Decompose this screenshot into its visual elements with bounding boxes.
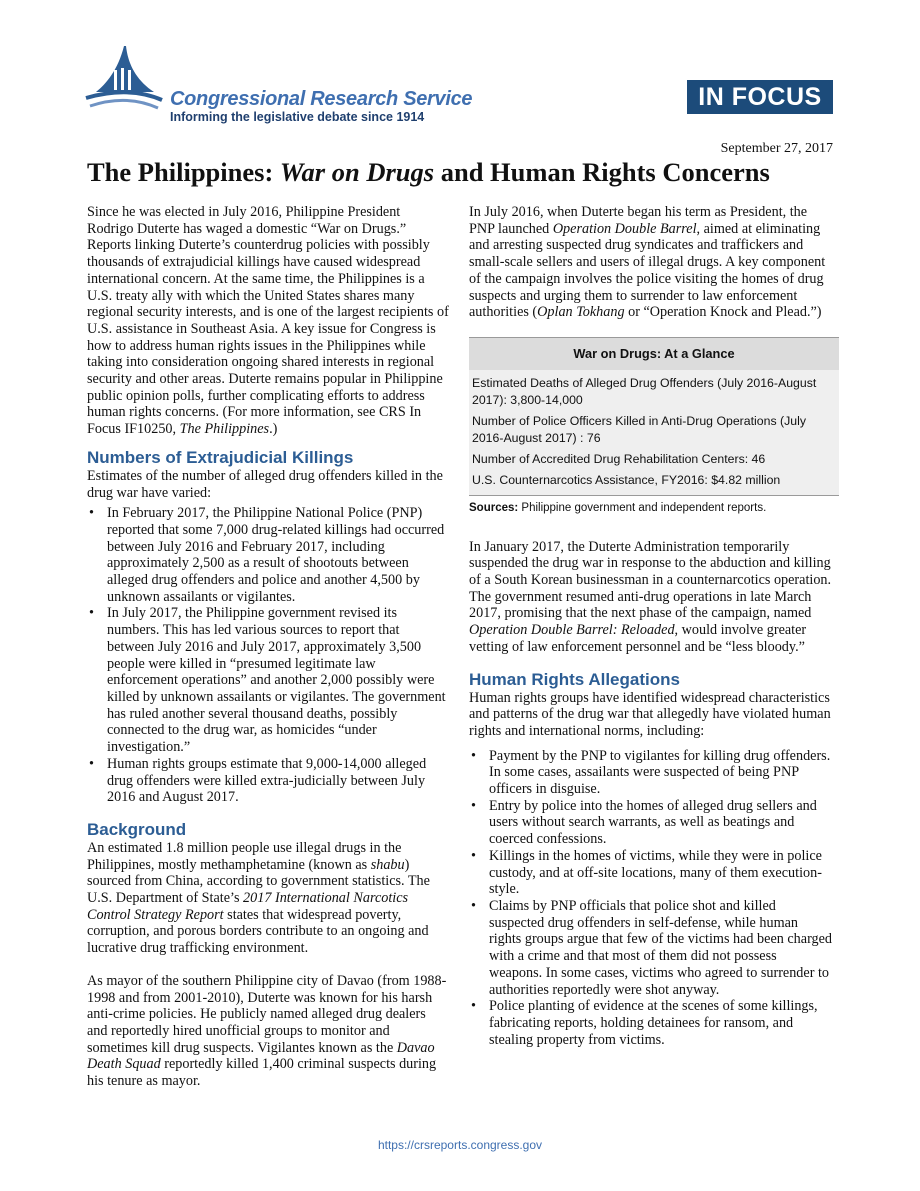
body-text: , would involve greater vetting of law enforcement personnel and be “less bloody.” [469, 622, 807, 655]
glance-row: Number of Police Officers Killed in Anti-Drug Operations (July 2016-August 2017) : 76 [472, 413, 806, 445]
background-text: states that widespread poverty, corruption, and porous borders contribute to an ongoing and lucrative drug trafficking environment. [87, 906, 429, 957]
suspension-paragraph [469, 539, 833, 656]
list-item: • In July 2017, the Philippine government revised its numbers. This has led various sources to report that between July 2016 and July 2017, approximately 3,500 people were killed in “presumed legitimate law enforcement operations” and another 2,000 possibly were killed by unknown assailants or vigilantes. The government has ruled another several thousand deaths, possibly connected to the drug war, as homicides “under investigation.” [87, 605, 449, 755]
page-title [87, 157, 770, 188]
list-item: • Killings in the homes of victims, while they were in police custody, and at off-site locations, many of them execution-style. [469, 848, 833, 898]
background-heading: Background [87, 819, 187, 839]
list-item: • Entry by police into the homes of alleged drug sellers and users without search warrants, as well as beatings and coerced confessions. [469, 798, 833, 848]
glance-row: Number of Accredited Drug Rehabilitation Centers: 46 [472, 451, 766, 466]
publication-date: September 27, 2017 [720, 141, 833, 156]
human-rights-list [469, 748, 833, 1049]
glance-row: U.S. Counternarcotics Assistance, FY2016: $4.82 million [472, 472, 781, 487]
background-text: reportedly killed 1,400 criminal suspects during his tenure as mayor. [87, 1056, 437, 1090]
glance-row: Estimated Deaths of Alleged Drug Offenders (July 2016-August 2017): 3,800-14,000 [472, 375, 817, 407]
background-paragraph-1 [87, 840, 449, 957]
footer-url[interactable]: https://crsreports.congress.gov [377, 1138, 543, 1152]
crs-logo [84, 40, 504, 140]
background-em: Davao Death Squad [87, 1039, 435, 1073]
body-em: Operation Double Barrel: Reloaded [469, 622, 675, 639]
org-tagline: Informing the legislative debate since 1914 [170, 110, 425, 124]
org-name: Congressional Research Service [170, 88, 473, 110]
intro-paragraph [87, 204, 449, 438]
title-emphasis: War on Drugs [279, 157, 435, 187]
body-em: Operation Double Barrel [552, 220, 697, 237]
in-focus-badge: IN FOCUS [687, 80, 833, 114]
list-item: • Human rights groups estimate that 9,000-14,000 alleged drug offenders were killed extra-judicially between July 2016 and August 2017. [87, 756, 449, 806]
background-em: shabu [370, 856, 405, 873]
numbers-heading: Numbers of Extrajudicial Killings [87, 447, 354, 467]
human-rights-lead: Human rights groups have identified widespread characteristics and patterns of the drug war that allegedly have violated human rights and international norms, including: [469, 689, 831, 739]
background-paragraph-2 [87, 973, 449, 1090]
title-part-1: The Philippines: [87, 157, 280, 187]
sources-label: Sources: [469, 501, 519, 514]
glance-sources [469, 500, 833, 517]
body-text: In July 2016, when Duterte began his term as President, the PNP launched [469, 204, 808, 237]
intro-text: Since he was elected in July 2016, Philippine President Rodrigo Duterte has waged a domestic “War on Drugs.” Reports linking Duterte’s counterdrug policies with possibly thousands of extrajudicial killings have caused widespread international concern. At the same time, the Philippines is a U.S. treaty ally with which the United States shares many regional security interests, and is one of the largest recipients of U.S. assistance in Southeast Asia. A key issue for Congress is how to address human rights issues in the Philippines while taking into consideration ongoing shared interests in regional security and other areas. Duterte remains popular in Philippine public opinion polls, further complicating efforts to address human rights concerns. (For more information, see CRS In Focus IF10250, [87, 204, 449, 438]
operation-paragraph [469, 204, 833, 321]
numbers-list [87, 505, 449, 806]
intro-end: .) [269, 421, 278, 438]
list-item: • Claims by PNP officials that police shot and killed suspected drug offenders in self-defense, while human rights groups argue that few of the victims had been charged with a crime and that most of them did not possess weapons. In some cases, victims who agreed to surrender to authorities reportedly were shot anyway. [469, 898, 833, 998]
background-text: ) sourced from China, according to government statistics. The U.S. Department of State’s [87, 856, 430, 907]
capitol-dome-icon [84, 40, 164, 120]
numbers-lead: Estimates of the number of alleged drug offenders killed in the drug war have varied: [87, 467, 443, 501]
body-text: In January 2017, the Duterte Administration temporarily suspended the drug war in response to the abduction and killing of a South Korean businessman in a counternarcotics operation. The government resumed anti-drug operations in late March 2017, promising that the next phase of the campaign, named [469, 538, 832, 622]
background-text: An estimated 1.8 million people use illegal drugs in the Philippines, mostly methamphetamine (known as [87, 839, 402, 873]
left-column [87, 204, 449, 1090]
glance-heading: War on Drugs: At a Glance [469, 338, 839, 370]
background-em: 2017 International Narcotics Control Strategy Report [87, 890, 409, 923]
glance-body [469, 370, 839, 495]
list-item: • In February 2017, the Philippine National Police (PNP) reported that some 7,000 drug-related killings had occurred between July 2016 and February 2017, including approximately 2,500 as a result of shootouts between alleged drug offenders and police and another 4,500 by unknown assailants or vigilantes. [87, 505, 449, 605]
glance-box [469, 337, 839, 496]
intro-em: The Philippines [179, 421, 270, 438]
human-rights-heading: Human Rights Allegations [469, 669, 680, 689]
list-item: • Payment by the PNP to vigilantes for killing drug offenders. In some cases, assailants were suspected of being PNP officers in disguise. [469, 748, 833, 798]
background-text: As mayor of the southern Philippine city of Davao (from 1988-1998 and from 2001-2010), Duterte was known for his harsh anti-crime policies. He publicly named alleged drug dealers and reportedly hired unofficial groups to monitor and sometimes kill drug suspects. Vigilantes known as the [87, 972, 447, 1056]
body-text: or “Operation Knock and Plead.”) [624, 304, 822, 321]
title-part-3: and Human Rights Concerns [434, 157, 770, 187]
list-item: • Police planting of evidence at the scenes of some killings, fabricating reports, holding detainees for ransom, and stealing property from victims. [469, 998, 833, 1048]
body-text: , aimed at eliminating and arresting suspected drug syndicates and traffickers and small-scale sellers and users of illegal drugs. A key component of the campaign involves the police visiting the homes of drug suspects and urging them to surrender to law enforcement authorities ( [469, 220, 826, 321]
right-column [469, 204, 833, 1048]
sources-text: Philippine government and independent reports. [518, 501, 767, 514]
body-em: Oplan Tokhang [537, 304, 625, 321]
